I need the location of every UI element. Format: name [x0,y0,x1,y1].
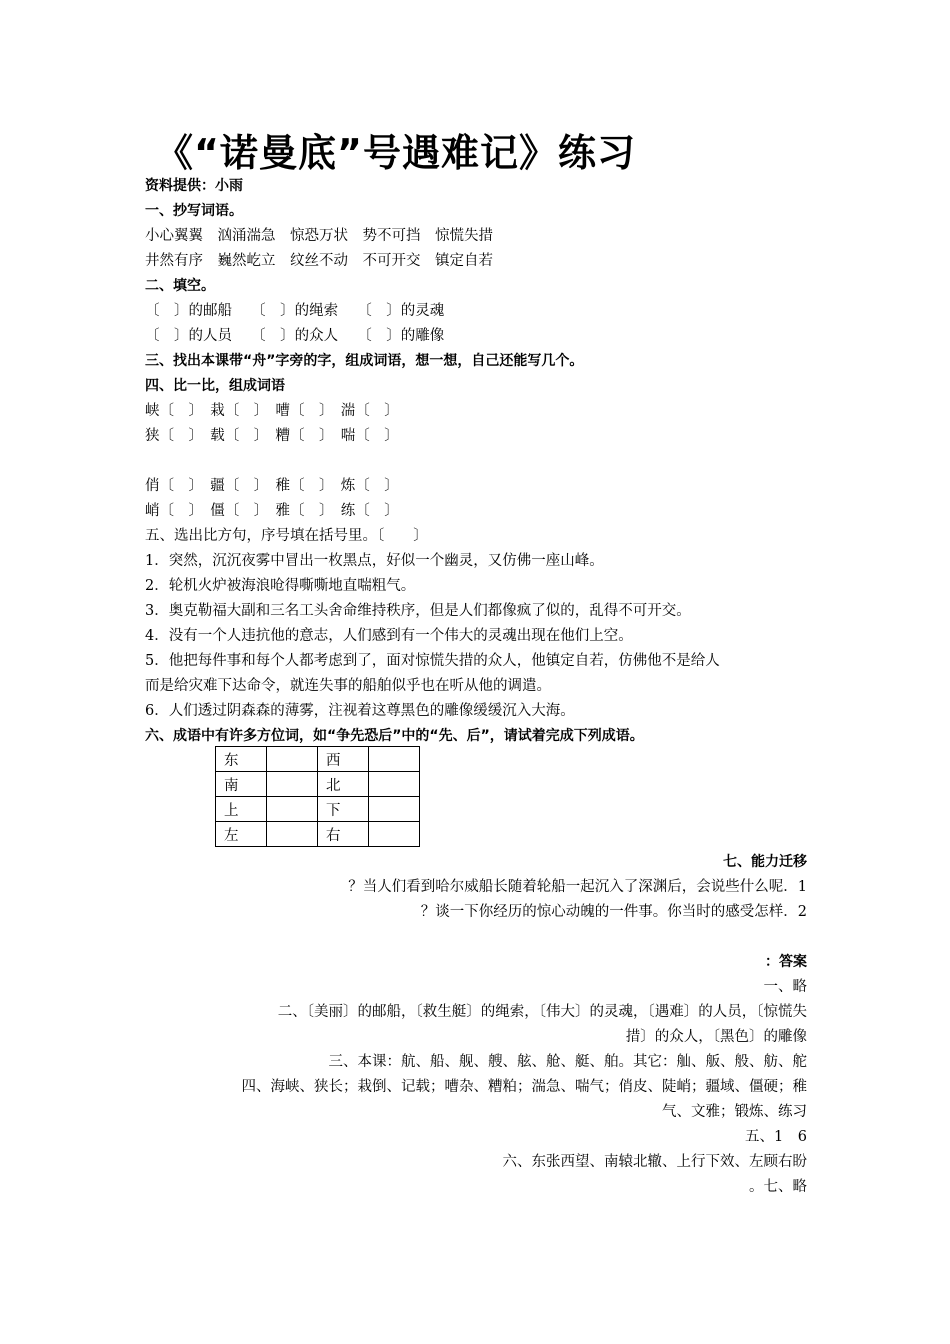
page-title: 《“诺曼底”号遇难记》练习 [155,131,636,175]
table-cell[interactable] [369,822,420,847]
table-cell: 西 [318,747,369,772]
source-line: 资料提供：小雨 [145,178,243,194]
section-1-heading: 一、抄写词语。 [145,203,243,219]
table-cell[interactable] [369,772,420,797]
section-4-row: 狭〔 〕 载〔 〕 糟〔 〕 喘〔 〕 [145,428,399,444]
table-row [216,747,420,772]
section-5-item: 1．突然，沉沉夜雾中冒出一枚黑点，好似一个幽灵，又仿佛一座山峰。 [145,553,604,569]
section-5-item: 4．没有一个人违抗他的意志，人们感到有一个伟大的灵魂出现在他们上空。 [145,628,633,644]
section-4-heading: 四、比一比，组成词语 [145,378,285,394]
section-5-item: 5．他把每件事和每个人都考虑到了，面对惊慌失措的众人，他镇定自若，仿佛他不是给人 [145,653,720,669]
section-6-heading: 六、成语中有许多方位词，如“争先恐后”中的“先、后”，请试着完成下列成语。 [145,728,644,744]
section-5-heading: 五、选出比方句，序号填在括号里。〔 〕 [145,528,428,544]
table-cell[interactable] [267,747,318,772]
table-cell[interactable] [369,797,420,822]
section-1-words-line: 小心翼翼 汹涌湍急 惊恐万状 势不可挡 惊慌失措 [145,228,493,244]
section-7-question: ？谈一下你经历的惊心动魄的一件事。你当时的感受怎样．2 [420,904,807,920]
table-cell[interactable] [267,822,318,847]
answer-line: 二、〔美丽〕的邮船，〔救生艇〕的绳索，〔伟大〕的灵魂，〔遇难〕的人员，〔惊慌失 [277,1004,807,1020]
section-2-fill-line: 〔 〕的人员 〔 〕的众人 〔 〕的雕像 [145,328,445,344]
section-4-row: 峡〔 〕 栽〔 〕 嘈〔 〕 湍〔 〕 [145,403,399,419]
section-2-heading: 二、填空。 [145,278,215,294]
table-cell[interactable] [267,772,318,797]
table-cell: 南 [216,772,267,797]
section-5-item: 而是给灾难下达命令，就连失事的船舶似乎也在听从他的调遣。 [145,678,551,694]
answer-line: 一、略 [763,979,807,995]
answer-line: 措〕的众人，〔黑色〕的雕像 [625,1029,807,1045]
section-5-item: 6．人们透过阴森森的薄雾，注视着这尊黑色的雕像缓缓沉入大海。 [145,703,575,719]
table-cell: 右 [318,822,369,847]
section-7-heading: 七、能力迁移 [723,854,807,870]
answer-line: 三、本课：航、船、舰、艘、舷、舱、艇、舶。其它：舢、舨、般、舫、舵 [328,1054,807,1070]
table-cell: 下 [318,797,369,822]
table-cell[interactable] [267,797,318,822]
table-row [216,772,420,797]
section-4-row: 峭〔 〕 僵〔 〕 雅〔 〕 练〔 〕 [145,503,399,519]
table-cell: 北 [318,772,369,797]
answers-heading: ：答案 [765,954,807,970]
section-4-row: 俏〔 〕 疆〔 〕 稚〔 〕 炼〔 〕 [145,478,399,494]
answer-line: 气、文雅；锻炼、练习 [662,1104,807,1120]
table-cell[interactable] [369,747,420,772]
section-5-item: 2．轮机火炉被海浪呛得嘶嘶地直喘粗气。 [145,578,416,594]
section-2-fill-line: 〔 〕的邮船 〔 〕的绳索 〔 〕的灵魂 [145,303,445,319]
section-7-question: ？当人们看到哈尔威船长随着轮船一起沉入了深渊后，会说些什么呢．1 [348,879,807,895]
idiom-table [215,746,420,847]
answer-line: 六、东张西望、南辕北辙、上行下效、左顾右盼 [502,1154,807,1170]
section-5-item: 3．奥克勒福大副和三名工头舍命维持秩序，但是人们都像疯了似的，乱得不可开交。 [145,603,691,619]
section-3-heading: 三、找出本课带“舟”字旁的字，组成词语，想一想，自己还能写几个。 [145,353,584,369]
table-cell: 左 [216,822,267,847]
table-row [216,822,420,847]
table-cell: 上 [216,797,267,822]
section-1-words-line: 井然有序 巍然屹立 纹丝不动 不可开交 镇定自若 [145,253,493,269]
answer-line: 。七、略 [749,1179,807,1195]
table-cell: 东 [216,747,267,772]
table-row [216,797,420,822]
answer-line: 四、海峡、狭长；栽倒、记载；嘈杂、糟粕；湍急、喘气；俏皮、陡峭；疆域、僵硬；稚 [241,1079,807,1095]
answer-line: 五、1 6 [745,1129,807,1145]
